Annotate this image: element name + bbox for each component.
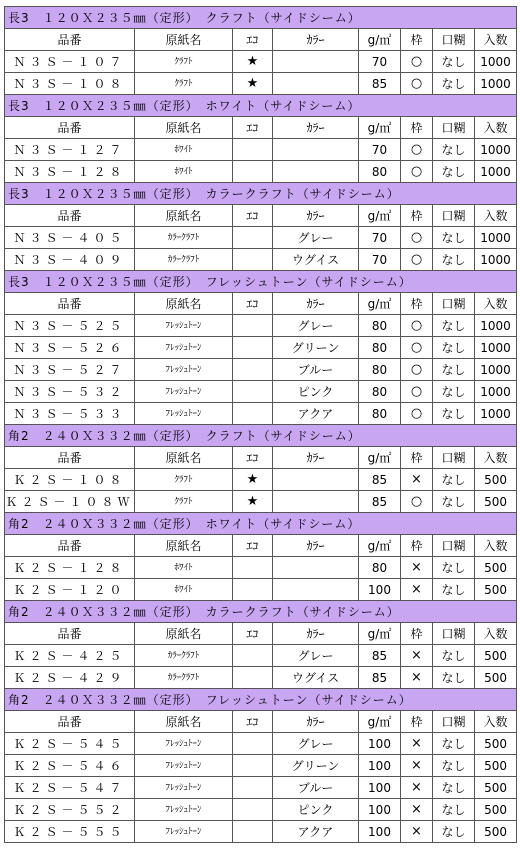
header-grammage: g/㎡ (359, 623, 401, 645)
cell-product-code: Ｋ２Ｓ－５４５ (5, 733, 135, 755)
table-row (5, 359, 517, 381)
cell-grammage: 70 (359, 227, 401, 249)
cell-base-paper: ｶﾗｰｸﾗﾌﾄ (135, 645, 233, 667)
cell-grammage: 100 (359, 733, 401, 755)
header-base-paper: 原紙名 (135, 293, 233, 315)
cell-base-paper: ｶﾗｰｸﾗﾌﾄ (135, 227, 233, 249)
header-quantity: 入数 (475, 623, 517, 645)
header-base-paper: 原紙名 (135, 205, 233, 227)
cell-color: アクア (273, 821, 359, 843)
cell-color: グレー (273, 227, 359, 249)
cell-product-code: Ｎ３Ｓ－１２８ (5, 161, 135, 183)
cell-grammage: 80 (359, 557, 401, 579)
header-quantity: 入数 (475, 711, 517, 733)
cell-base-paper: ﾌﾚｯｼｭﾄｰﾝ (135, 403, 233, 425)
cell-window: ○ (401, 73, 433, 95)
cell-flap-glue: なし (433, 73, 475, 95)
header-window: 枠 (401, 205, 433, 227)
header-color: ｶﾗｰ (273, 535, 359, 557)
cell-color: ブルー (273, 359, 359, 381)
header-color: ｶﾗｰ (273, 623, 359, 645)
cell-flap-glue: なし (433, 337, 475, 359)
cell-window: ○ (401, 491, 433, 513)
cell-grammage: 80 (359, 337, 401, 359)
header-grammage: g/㎡ (359, 535, 401, 557)
cell-product-code: Ｋ２Ｓ－５５２ (5, 799, 135, 821)
header-window: 枠 (401, 623, 433, 645)
cell-color (273, 73, 359, 95)
cell-flap-glue: なし (433, 579, 475, 601)
cell-window: ○ (401, 381, 433, 403)
cell-color (273, 557, 359, 579)
column-header-row (5, 623, 517, 645)
header-flap-glue: 口糊 (433, 447, 475, 469)
header-quantity: 入数 (475, 293, 517, 315)
cell-eco (233, 645, 273, 667)
header-window: 枠 (401, 711, 433, 733)
table-row (5, 579, 517, 601)
cell-eco: ★ (233, 73, 273, 95)
cell-window: ○ (401, 227, 433, 249)
header-flap-glue: 口糊 (433, 205, 475, 227)
cell-color (273, 491, 359, 513)
column-header-row (5, 535, 517, 557)
table-row (5, 249, 517, 271)
header-product-code: 品番 (5, 711, 135, 733)
cell-eco (233, 667, 273, 689)
cell-flap-glue: なし (433, 491, 475, 513)
cell-flap-glue: なし (433, 755, 475, 777)
cell-window: × (401, 645, 433, 667)
cell-base-paper: ﾌﾚｯｼｭﾄｰﾝ (135, 799, 233, 821)
cell-eco (233, 139, 273, 161)
cell-window: × (401, 667, 433, 689)
header-color: ｶﾗｰ (273, 117, 359, 139)
cell-window: ○ (401, 139, 433, 161)
cell-color: グレー (273, 315, 359, 337)
cell-window: × (401, 821, 433, 843)
cell-quantity: 1000 (475, 73, 517, 95)
cell-quantity: 1000 (475, 51, 517, 73)
header-eco: ｴｺ (233, 293, 273, 315)
cell-product-code: Ｎ３Ｓ－５３２ (5, 381, 135, 403)
cell-quantity: 1000 (475, 315, 517, 337)
column-header-row (5, 205, 517, 227)
column-header-row (5, 293, 517, 315)
cell-flap-glue: なし (433, 469, 475, 491)
cell-color: ウグイス (273, 667, 359, 689)
cell-product-code: Ｋ２Ｓ－１０８Ｗ (5, 491, 135, 513)
cell-grammage: 70 (359, 249, 401, 271)
column-header-row (5, 711, 517, 733)
header-base-paper: 原紙名 (135, 711, 233, 733)
cell-flap-glue: なし (433, 403, 475, 425)
header-eco: ｴｺ (233, 117, 273, 139)
cell-base-paper: ﾎﾜｲﾄ (135, 579, 233, 601)
cell-quantity: 500 (475, 755, 517, 777)
header-eco: ｴｺ (233, 205, 273, 227)
table-row (5, 777, 517, 799)
cell-product-code: Ｎ３Ｓ－５２５ (5, 315, 135, 337)
cell-quantity: 500 (475, 667, 517, 689)
cell-flap-glue: なし (433, 799, 475, 821)
header-grammage: g/㎡ (359, 711, 401, 733)
cell-product-code: Ｋ２Ｓ－４２９ (5, 667, 135, 689)
cell-flap-glue: なし (433, 381, 475, 403)
cell-quantity: 500 (475, 491, 517, 513)
section-title: 長3 １２０Ｘ２３５㎜（定形） ホワイト（サイドシーム） (5, 95, 517, 117)
cell-product-code: Ｋ２Ｓ－５５５ (5, 821, 135, 843)
header-quantity: 入数 (475, 205, 517, 227)
table-row (5, 139, 517, 161)
table-row (5, 645, 517, 667)
cell-base-paper: ﾎﾜｲﾄ (135, 557, 233, 579)
table-row (5, 821, 517, 843)
header-flap-glue: 口糊 (433, 535, 475, 557)
header-quantity: 入数 (475, 535, 517, 557)
header-eco: ｴｺ (233, 447, 273, 469)
header-color: ｶﾗｰ (273, 293, 359, 315)
cell-flap-glue: なし (433, 227, 475, 249)
header-flap-glue: 口糊 (433, 711, 475, 733)
cell-eco (233, 381, 273, 403)
cell-grammage: 80 (359, 403, 401, 425)
cell-color (273, 469, 359, 491)
spec-table (4, 6, 517, 843)
cell-flap-glue: なし (433, 777, 475, 799)
header-color: ｶﾗｰ (273, 205, 359, 227)
cell-eco (233, 579, 273, 601)
cell-base-paper: ｸﾗﾌﾄ (135, 73, 233, 95)
column-header-row (5, 447, 517, 469)
cell-color (273, 51, 359, 73)
cell-product-code: Ｋ２Ｓ－４２５ (5, 645, 135, 667)
column-header-row (5, 29, 517, 51)
cell-quantity: 1000 (475, 337, 517, 359)
cell-eco (233, 821, 273, 843)
header-window: 枠 (401, 29, 433, 51)
cell-product-code: Ｎ３Ｓ－５２６ (5, 337, 135, 359)
header-eco: ｴｺ (233, 29, 273, 51)
envelope-spec-document (4, 6, 516, 843)
cell-eco (233, 403, 273, 425)
header-flap-glue: 口糊 (433, 117, 475, 139)
header-window: 枠 (401, 117, 433, 139)
cell-quantity: 1000 (475, 359, 517, 381)
section-title-row (5, 425, 517, 447)
table-row (5, 337, 517, 359)
cell-quantity: 1000 (475, 161, 517, 183)
cell-quantity: 1000 (475, 227, 517, 249)
header-eco: ｴｺ (233, 535, 273, 557)
cell-product-code: Ｋ２Ｓ－１２８ (5, 557, 135, 579)
table-row (5, 403, 517, 425)
section-title: 長3 １２０Ｘ２３５㎜（定形） フレッシュトーン（サイドシーム） (5, 271, 517, 293)
cell-quantity: 500 (475, 733, 517, 755)
cell-grammage: 70 (359, 139, 401, 161)
cell-base-paper: ﾌﾚｯｼｭﾄｰﾝ (135, 315, 233, 337)
cell-color (273, 579, 359, 601)
cell-quantity: 1000 (475, 381, 517, 403)
cell-color: ブルー (273, 777, 359, 799)
cell-window: ○ (401, 337, 433, 359)
cell-flap-glue: なし (433, 139, 475, 161)
cell-window: × (401, 733, 433, 755)
cell-quantity: 500 (475, 799, 517, 821)
header-color: ｶﾗｰ (273, 29, 359, 51)
table-row (5, 667, 517, 689)
cell-window: ○ (401, 161, 433, 183)
cell-flap-glue: なし (433, 161, 475, 183)
section-title-row (5, 7, 517, 29)
cell-eco (233, 227, 273, 249)
cell-base-paper: ﾎﾜｲﾄ (135, 161, 233, 183)
cell-window: ○ (401, 403, 433, 425)
cell-product-code: Ｎ３Ｓ－４０５ (5, 227, 135, 249)
section-title: 角2 ２４０Ｘ３３２㎜（定形） カラークラフト（サイドシーム） (5, 601, 517, 623)
cell-base-paper: ﾌﾚｯｼｭﾄｰﾝ (135, 337, 233, 359)
header-product-code: 品番 (5, 117, 135, 139)
header-base-paper: 原紙名 (135, 623, 233, 645)
cell-product-code: Ｎ３Ｓ－５３３ (5, 403, 135, 425)
cell-quantity: 500 (475, 821, 517, 843)
cell-base-paper: ｸﾗﾌﾄ (135, 491, 233, 513)
section-title: 角2 ２４０Ｘ３３２㎜（定形） ホワイト（サイドシーム） (5, 513, 517, 535)
cell-quantity: 500 (475, 469, 517, 491)
cell-quantity: 500 (475, 777, 517, 799)
cell-flap-glue: なし (433, 645, 475, 667)
cell-flap-glue: なし (433, 821, 475, 843)
table-row (5, 51, 517, 73)
cell-product-code: Ｎ３Ｓ－１２７ (5, 139, 135, 161)
cell-color: グレー (273, 733, 359, 755)
cell-window: ○ (401, 249, 433, 271)
cell-product-code: Ｎ３Ｓ－４０９ (5, 249, 135, 271)
cell-window: ○ (401, 359, 433, 381)
header-color: ｶﾗｰ (273, 447, 359, 469)
cell-product-code: Ｋ２Ｓ－５４７ (5, 777, 135, 799)
cell-flap-glue: なし (433, 733, 475, 755)
cell-grammage: 85 (359, 469, 401, 491)
cell-product-code: Ｋ２Ｓ－１２０ (5, 579, 135, 601)
cell-base-paper: ﾌﾚｯｼｭﾄｰﾝ (135, 381, 233, 403)
cell-flap-glue: なし (433, 667, 475, 689)
header-product-code: 品番 (5, 29, 135, 51)
cell-color: グリーン (273, 755, 359, 777)
header-product-code: 品番 (5, 535, 135, 557)
header-window: 枠 (401, 293, 433, 315)
section-title-row (5, 183, 517, 205)
section-title: 角2 ２４０Ｘ３３２㎜（定形） クラフト（サイドシーム） (5, 425, 517, 447)
cell-quantity: 1000 (475, 139, 517, 161)
cell-eco (233, 557, 273, 579)
cell-eco: ★ (233, 491, 273, 513)
cell-eco (233, 777, 273, 799)
cell-eco (233, 359, 273, 381)
cell-flap-glue: なし (433, 51, 475, 73)
header-quantity: 入数 (475, 447, 517, 469)
cell-window: × (401, 755, 433, 777)
header-product-code: 品番 (5, 447, 135, 469)
header-base-paper: 原紙名 (135, 535, 233, 557)
table-row (5, 73, 517, 95)
header-eco: ｴｺ (233, 623, 273, 645)
cell-grammage: 80 (359, 359, 401, 381)
table-row (5, 161, 517, 183)
header-grammage: g/㎡ (359, 205, 401, 227)
header-grammage: g/㎡ (359, 117, 401, 139)
cell-color: ピンク (273, 381, 359, 403)
cell-quantity: 1000 (475, 403, 517, 425)
cell-window: × (401, 777, 433, 799)
table-row (5, 469, 517, 491)
cell-window: ○ (401, 315, 433, 337)
cell-color: グリーン (273, 337, 359, 359)
header-flap-glue: 口糊 (433, 29, 475, 51)
header-window: 枠 (401, 447, 433, 469)
header-base-paper: 原紙名 (135, 447, 233, 469)
cell-base-paper: ﾎﾜｲﾄ (135, 139, 233, 161)
table-row (5, 755, 517, 777)
header-quantity: 入数 (475, 29, 517, 51)
cell-grammage: 85 (359, 667, 401, 689)
cell-color (273, 139, 359, 161)
section-title: 角2 ２４０Ｘ３３２㎜（定形） フレッシュトーン（サイドシーム） (5, 689, 517, 711)
cell-grammage: 100 (359, 777, 401, 799)
cell-base-paper: ﾌﾚｯｼｭﾄｰﾝ (135, 359, 233, 381)
cell-eco (233, 799, 273, 821)
header-product-code: 品番 (5, 293, 135, 315)
cell-eco (233, 249, 273, 271)
section-title-row (5, 513, 517, 535)
header-flap-glue: 口糊 (433, 293, 475, 315)
header-product-code: 品番 (5, 205, 135, 227)
cell-product-code: Ｎ３Ｓ－５２７ (5, 359, 135, 381)
cell-product-code: Ｎ３Ｓ－１０８ (5, 73, 135, 95)
table-row (5, 227, 517, 249)
cell-base-paper: ｶﾗｰｸﾗﾌﾄ (135, 249, 233, 271)
header-grammage: g/㎡ (359, 29, 401, 51)
section-title-row (5, 689, 517, 711)
cell-grammage: 85 (359, 491, 401, 513)
cell-base-paper: ﾌﾚｯｼｭﾄｰﾝ (135, 755, 233, 777)
cell-quantity: 1000 (475, 249, 517, 271)
header-quantity: 入数 (475, 117, 517, 139)
header-base-paper: 原紙名 (135, 29, 233, 51)
cell-flap-glue: なし (433, 359, 475, 381)
table-row (5, 733, 517, 755)
cell-color: グレー (273, 645, 359, 667)
cell-product-code: Ｎ３Ｓ－１０７ (5, 51, 135, 73)
cell-base-paper: ｸﾗﾌﾄ (135, 51, 233, 73)
cell-window: × (401, 799, 433, 821)
section-title-row (5, 601, 517, 623)
section-title: 長3 １２０Ｘ２３５㎜（定形） カラークラフト（サイドシーム） (5, 183, 517, 205)
cell-base-paper: ﾌﾚｯｼｭﾄｰﾝ (135, 733, 233, 755)
cell-quantity: 500 (475, 579, 517, 601)
cell-base-paper: ﾌﾚｯｼｭﾄｰﾝ (135, 777, 233, 799)
cell-grammage: 80 (359, 315, 401, 337)
cell-window: ○ (401, 51, 433, 73)
table-row (5, 491, 517, 513)
cell-grammage: 85 (359, 645, 401, 667)
cell-grammage: 100 (359, 821, 401, 843)
cell-grammage: 100 (359, 579, 401, 601)
section-title: 長3 １２０Ｘ２３５㎜（定形） クラフト（サイドシーム） (5, 7, 517, 29)
header-flap-glue: 口糊 (433, 623, 475, 645)
section-title-row (5, 95, 517, 117)
table-row (5, 799, 517, 821)
cell-eco: ★ (233, 469, 273, 491)
cell-color: アクア (273, 403, 359, 425)
cell-grammage: 85 (359, 73, 401, 95)
cell-base-paper: ﾌﾚｯｼｭﾄｰﾝ (135, 821, 233, 843)
cell-eco (233, 755, 273, 777)
cell-grammage: 100 (359, 799, 401, 821)
header-base-paper: 原紙名 (135, 117, 233, 139)
cell-quantity: 500 (475, 557, 517, 579)
header-grammage: g/㎡ (359, 293, 401, 315)
header-product-code: 品番 (5, 623, 135, 645)
table-row (5, 381, 517, 403)
cell-product-code: Ｋ２Ｓ－１０８ (5, 469, 135, 491)
cell-eco (233, 733, 273, 755)
cell-quantity: 500 (475, 645, 517, 667)
table-row (5, 315, 517, 337)
cell-base-paper: ｸﾗﾌﾄ (135, 469, 233, 491)
cell-window: × (401, 469, 433, 491)
cell-color: ピンク (273, 799, 359, 821)
cell-flap-glue: なし (433, 315, 475, 337)
cell-eco (233, 315, 273, 337)
cell-grammage: 70 (359, 51, 401, 73)
cell-product-code: Ｋ２Ｓ－５４６ (5, 755, 135, 777)
column-header-row (5, 117, 517, 139)
header-grammage: g/㎡ (359, 447, 401, 469)
header-color: ｶﾗｰ (273, 711, 359, 733)
cell-window: × (401, 557, 433, 579)
cell-base-paper: ｶﾗｰｸﾗﾌﾄ (135, 667, 233, 689)
cell-grammage: 80 (359, 381, 401, 403)
cell-eco (233, 161, 273, 183)
cell-eco (233, 337, 273, 359)
cell-flap-glue: なし (433, 249, 475, 271)
cell-eco: ★ (233, 51, 273, 73)
cell-grammage: 80 (359, 161, 401, 183)
cell-color (273, 161, 359, 183)
cell-color: ウグイス (273, 249, 359, 271)
cell-flap-glue: なし (433, 557, 475, 579)
header-eco: ｴｺ (233, 711, 273, 733)
table-row (5, 557, 517, 579)
cell-window: × (401, 579, 433, 601)
cell-grammage: 100 (359, 755, 401, 777)
header-window: 枠 (401, 535, 433, 557)
section-title-row (5, 271, 517, 293)
